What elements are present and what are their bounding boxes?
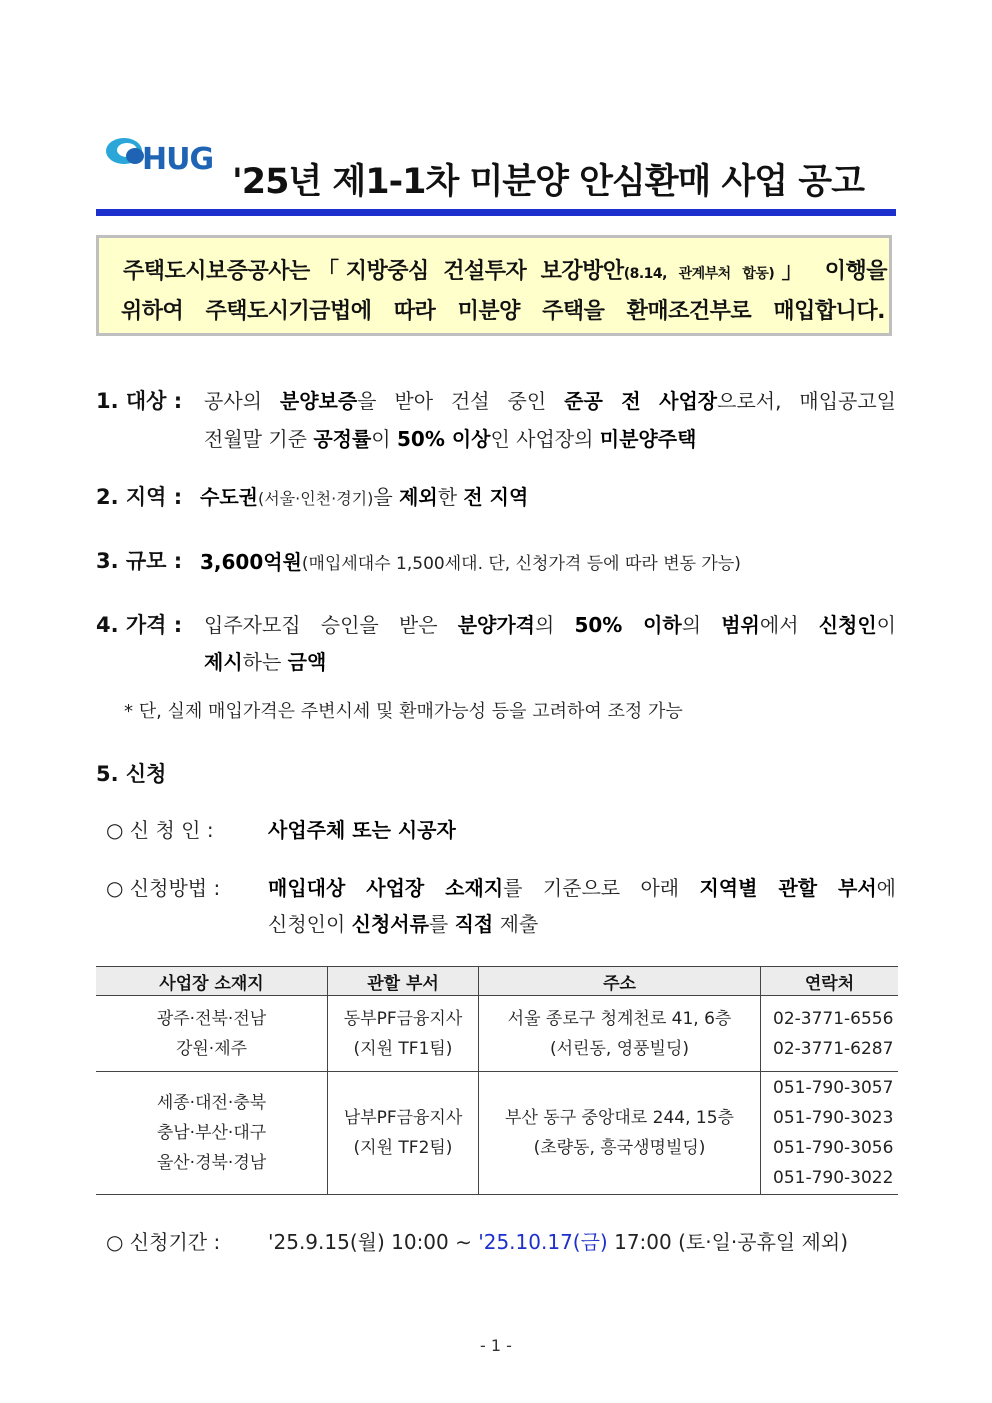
text: 를: [428, 912, 455, 936]
section-scale-text: [200, 546, 741, 575]
text: 의: [534, 613, 575, 637]
period-end-time: 17:00 (토·일·공휴일 제외): [607, 1230, 849, 1254]
text: 제출: [493, 912, 539, 936]
address-cell: [479, 1072, 761, 1195]
office-table: [96, 966, 898, 1195]
notice-line-2: 위하여 주택도시기금법에 따라 미분양 주택을 환매조건부로 매입합니다.: [121, 299, 885, 324]
region-line: 광주·전북·전남: [156, 1008, 267, 1029]
section-apply-heading: 5. 신청: [96, 762, 167, 786]
department-team: (지원 TF2팀): [353, 1138, 453, 1158]
applicant-label: ○ 신 청 인 :: [106, 818, 214, 842]
address-line: 서울 종로구 청계천로 41, 6층: [507, 1008, 732, 1029]
hug-logo: [104, 132, 224, 182]
period-text: [268, 1226, 848, 1255]
section-target-line-1: [204, 385, 896, 414]
title-underline: [96, 209, 896, 216]
text-bold: 50% 이하: [574, 613, 682, 637]
text-bold: 신청인: [818, 613, 877, 637]
page-title: '25년 제1-1차 미분양 안심환매 사업 공고: [232, 162, 864, 202]
region-cell: [96, 996, 328, 1072]
text: (매입세대수 1,500세대. 단, 신청가격 등에 따라 변동 가능): [301, 554, 741, 574]
department-cell: [328, 996, 479, 1072]
text: 으로서, 매입공고일: [717, 389, 896, 413]
text: 를 기준으로 아래: [503, 876, 700, 900]
text: 의: [681, 613, 722, 637]
department-cell: [328, 1072, 479, 1195]
region-line: 울산·경북·경남: [156, 1153, 267, 1173]
address-cell: [479, 996, 761, 1072]
text-bold: 금액: [287, 650, 327, 674]
phone-number: 051-790-3023: [773, 1108, 894, 1128]
column-header: 사업장 소재지: [96, 967, 328, 996]
text: 신청인이: [268, 912, 352, 936]
department-name: 남부PF금융지사: [343, 1108, 463, 1128]
text-bold: 준공 전 사업장: [564, 389, 718, 413]
text-bold: 제외: [399, 485, 438, 509]
hug-logo-icon: [104, 134, 144, 168]
text-bold: 범위: [721, 613, 760, 637]
notice-reference: (8.14, 관계부처 합동): [623, 266, 775, 282]
text: 입주자모집 승인을 받은: [204, 613, 458, 637]
address-building: (초량동, 흥국생명빌딩): [533, 1138, 706, 1158]
phone-number: 02-3771-6556: [773, 1008, 894, 1029]
text-bold: 3,600억원: [200, 550, 302, 574]
table-header-row: [96, 967, 898, 996]
contact-cell: [761, 996, 899, 1072]
method-line-1: [268, 872, 896, 901]
section-target-heading: 1. 대상 :: [96, 389, 183, 413]
period-end-date: '25.10.17(금): [478, 1230, 608, 1254]
section-price-line-2: [204, 646, 326, 675]
logo-text: HUG: [142, 142, 214, 177]
text: 을 받아 건설 중인: [357, 389, 565, 413]
text: 에서: [759, 613, 819, 637]
section-scale-heading: 3. 규모 :: [96, 549, 183, 573]
region-cell: [96, 1072, 328, 1195]
phone-number: 02-3771-6287: [773, 1038, 894, 1059]
text-bold: 공정률: [313, 427, 372, 451]
section-price-heading: 4. 가격 :: [96, 613, 183, 637]
notice-box: [96, 235, 892, 336]
section-region-heading: 2. 지역 :: [96, 485, 183, 509]
phone-number: 051-790-3022: [773, 1168, 894, 1188]
page-number: - 1 -: [480, 1336, 512, 1355]
price-note: * 단, 실제 매입가격은 주변시세 및 환매가능성 등을 고려하여 조정 가능: [124, 701, 683, 722]
text-bold: 분양가격: [457, 613, 535, 637]
text-bold: 전 지역: [463, 485, 529, 509]
contact-cell: [761, 1072, 899, 1195]
text-bold: 매입대상 사업장 소재지: [268, 876, 504, 900]
table-row: [96, 1072, 898, 1195]
text-bold: 미분양주택: [599, 427, 697, 451]
text-bold: 제시: [204, 650, 243, 674]
region-line: 강원·제주: [175, 1038, 248, 1059]
column-header: 연락처: [761, 967, 899, 996]
text: 을: [373, 485, 400, 509]
text-bold: 수도권: [200, 485, 258, 509]
text-bold: 직접: [454, 912, 494, 936]
text-bold: 분양보증: [279, 389, 358, 413]
text: 인 사업장의: [490, 427, 600, 451]
phone-number: 051-790-3057: [773, 1078, 894, 1098]
text: 이: [371, 427, 397, 451]
text-bold: 신청서류: [351, 912, 429, 936]
text: 에: [876, 876, 896, 900]
text: 이: [876, 613, 896, 637]
method-label: ○ 신청방법 :: [106, 876, 221, 900]
notice-line-1: [123, 254, 887, 285]
text: 공사의: [204, 389, 280, 413]
column-header: 관할 부서: [328, 967, 479, 996]
text: 전월말 기준: [204, 427, 314, 451]
address-line: 부산 동구 중앙대로 244, 15층: [505, 1108, 734, 1128]
department-name: 동부PF금융지사: [343, 1008, 463, 1029]
section-target-line-2: [204, 423, 696, 452]
text: (서울·인천·경기): [257, 489, 374, 508]
address-building: (서린동, 영풍빌딩): [549, 1038, 690, 1059]
text: 한: [437, 485, 464, 509]
method-line-2: [268, 908, 538, 937]
notice-text: 주택도시보증공사는「지방중심 건설투자 보강방안: [123, 259, 624, 284]
region-line: 충남·부산·대구: [156, 1123, 267, 1143]
phone-number: 051-790-3056: [773, 1138, 894, 1158]
period-label: ○ 신청기간 :: [106, 1230, 221, 1254]
period-start: '25.9.15(월) 10:00 ∼: [268, 1230, 479, 1254]
region-line: 세종·대전·충북: [156, 1093, 267, 1113]
notice-text: 」 이행을: [774, 259, 887, 284]
department-team: (지원 TF1팀): [353, 1038, 453, 1059]
text: 하는: [242, 650, 288, 674]
text-bold: 지역별 관할 부서: [699, 876, 877, 900]
column-header: 주소: [479, 967, 761, 996]
section-region-text: [200, 481, 528, 510]
text-bold: 50% 이상: [396, 427, 491, 451]
applicant-value: 사업주체 또는 시공자: [268, 818, 456, 842]
section-price-line-1: [204, 609, 896, 638]
table-row: [96, 996, 898, 1072]
